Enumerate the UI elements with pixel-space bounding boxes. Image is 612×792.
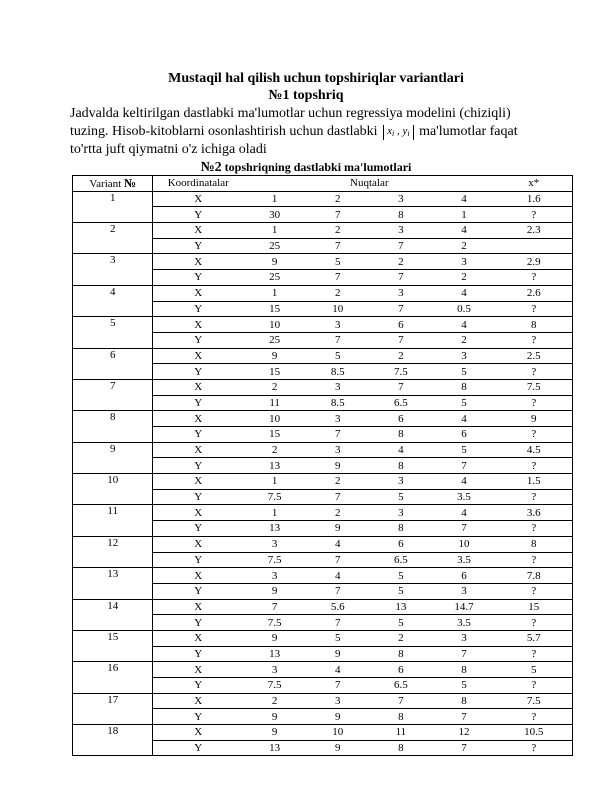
y-value-cell: 7 — [306, 207, 369, 223]
variant-number-cell: 18 — [73, 725, 153, 756]
x-value-cell: 14.7 — [432, 599, 495, 615]
x-value-cell: 4 — [306, 536, 369, 552]
y-value-cell: 7 — [306, 270, 369, 286]
x-value-cell: 5 — [306, 254, 369, 270]
y-value-cell: 13 — [243, 458, 306, 474]
coordinate-label-cell: X — [153, 191, 243, 207]
y-value-cell: 6 — [432, 427, 495, 443]
coordinate-label-cell: X — [153, 379, 243, 395]
x-star-cell: 8 — [496, 536, 573, 552]
x-value-cell: 3 — [306, 317, 369, 333]
y-value-cell: 7 — [432, 709, 495, 725]
y-value-cell: 10 — [306, 301, 369, 317]
x-value-cell: 9 — [243, 630, 306, 646]
coordinate-label-cell: X — [153, 442, 243, 458]
coordinate-label-cell: Y — [153, 489, 243, 505]
variant-number-cell: 6 — [73, 348, 153, 379]
y-value-cell: 0.5 — [432, 301, 495, 317]
x-star-cell: 7.8 — [496, 568, 573, 584]
variant-number-cell: 4 — [73, 285, 153, 316]
x-value-cell: 2 — [243, 442, 306, 458]
y-value-cell: 2 — [432, 332, 495, 348]
y-value-cell: 8.5 — [306, 364, 369, 380]
table-header-row — [73, 176, 573, 192]
header-variant-label: Variant — [89, 177, 122, 190]
y-value-cell: 5 — [432, 395, 495, 411]
y-value-cell: 6.5 — [369, 552, 432, 568]
coordinate-label-cell: X — [153, 285, 243, 301]
formula-separator: , — [394, 125, 403, 137]
y-star-cell: ? — [496, 270, 573, 286]
x-value-cell: 1 — [243, 474, 306, 490]
y-value-cell: 8 — [369, 740, 432, 756]
table-row — [73, 725, 573, 741]
y-value-cell: 9 — [306, 646, 369, 662]
y-value-cell: 3.5 — [432, 615, 495, 631]
header-coordinates: Koordinatalar — [153, 176, 243, 192]
y-value-cell: 8 — [369, 646, 432, 662]
x-value-cell: 3 — [243, 536, 306, 552]
x-value-cell: 2 — [243, 379, 306, 395]
y-value-cell: 9 — [306, 740, 369, 756]
y-value-cell: 15 — [243, 301, 306, 317]
y-value-cell: 9 — [306, 458, 369, 474]
variant-number-cell: 13 — [73, 568, 153, 599]
x-value-cell: 9 — [243, 254, 306, 270]
x-value-cell: 10 — [243, 411, 306, 427]
coordinate-label-cell: X — [153, 317, 243, 333]
x-value-cell: 8 — [432, 662, 495, 678]
x-star-cell: 8 — [496, 317, 573, 333]
y-value-cell: 7 — [306, 489, 369, 505]
x-star-cell: 2.9 — [496, 254, 573, 270]
table-row — [73, 568, 573, 584]
coordinate-label-cell: Y — [153, 458, 243, 474]
x-value-cell: 5.6 — [306, 599, 369, 615]
y-value-cell: 2 — [432, 270, 495, 286]
x-value-cell: 3 — [306, 411, 369, 427]
x-value-cell: 4 — [432, 474, 495, 490]
x-value-cell: 6 — [369, 411, 432, 427]
table-row — [73, 379, 573, 395]
x-value-cell: 9 — [243, 348, 306, 364]
coordinate-label-cell: Y — [153, 740, 243, 756]
table-row — [73, 474, 573, 490]
y-value-cell: 8 — [369, 427, 432, 443]
variants-table — [72, 175, 573, 756]
y-value-cell: 15 — [243, 427, 306, 443]
variant-number-cell: 17 — [73, 693, 153, 724]
y-value-cell: 7 — [432, 646, 495, 662]
y-value-cell: 7 — [369, 238, 432, 254]
coordinate-label-cell: X — [153, 505, 243, 521]
table-row — [73, 285, 573, 301]
x-value-cell: 6 — [369, 317, 432, 333]
coordinate-label-cell: Y — [153, 301, 243, 317]
coordinate-label-cell: Y — [153, 678, 243, 694]
x-value-cell: 3 — [369, 474, 432, 490]
coordinate-label-cell: X — [153, 693, 243, 709]
variant-number-cell: 3 — [73, 254, 153, 285]
y-value-cell: 8 — [369, 709, 432, 725]
y-star-cell: ? — [496, 427, 573, 443]
x-value-cell: 2 — [243, 693, 306, 709]
y-value-cell: 5 — [369, 489, 432, 505]
x-star-cell: 5 — [496, 662, 573, 678]
variant-number-cell: 9 — [73, 442, 153, 473]
x-value-cell: 4 — [432, 285, 495, 301]
y-value-cell: 7 — [306, 238, 369, 254]
y-value-cell: 13 — [243, 740, 306, 756]
coordinate-label-cell: X — [153, 348, 243, 364]
page-title: Mustaqil hal qilish uchun topshiriqlar variantlari — [168, 71, 464, 86]
x-value-cell: 1 — [243, 223, 306, 239]
x-value-cell: 3 — [243, 662, 306, 678]
y-value-cell: 7 — [432, 740, 495, 756]
coordinate-label-cell: X — [153, 254, 243, 270]
table-row — [73, 662, 573, 678]
y-value-cell: 7 — [306, 583, 369, 599]
x-star-cell: 3.6 — [496, 505, 573, 521]
y-star-cell: ? — [496, 364, 573, 380]
y-value-cell: 9 — [243, 583, 306, 599]
coordinate-label-cell: Y — [153, 270, 243, 286]
coordinate-label-cell: Y — [153, 238, 243, 254]
y-value-cell: 7 — [432, 521, 495, 537]
y-value-cell: 15 — [243, 364, 306, 380]
x-value-cell: 5 — [432, 442, 495, 458]
y-value-cell: 7 — [369, 332, 432, 348]
y-star-cell: ? — [496, 395, 573, 411]
y-star-cell: ? — [496, 207, 573, 223]
y-star-cell: ? — [496, 489, 573, 505]
x-value-cell: 1 — [243, 285, 306, 301]
variant-number-cell: 5 — [73, 317, 153, 348]
x-value-cell: 9 — [243, 725, 306, 741]
y-value-cell: 5 — [369, 615, 432, 631]
coordinate-label-cell: Y — [153, 332, 243, 348]
x-star-cell: 7.5 — [496, 379, 573, 395]
y-value-cell: 30 — [243, 207, 306, 223]
y-star-cell: ? — [496, 646, 573, 662]
x-value-cell: 2 — [306, 223, 369, 239]
y-star-cell — [496, 238, 573, 254]
table-row — [73, 505, 573, 521]
y-value-cell: 9 — [306, 709, 369, 725]
x-value-cell: 6 — [369, 536, 432, 552]
x-value-cell: 3 — [369, 505, 432, 521]
table-row — [73, 599, 573, 615]
x-star-cell: 1.5 — [496, 474, 573, 490]
x-value-cell: 12 — [432, 725, 495, 741]
x-value-cell: 4 — [369, 442, 432, 458]
x-value-cell: 8 — [432, 693, 495, 709]
x-star-cell: 4.5 — [496, 442, 573, 458]
y-value-cell: 11 — [243, 395, 306, 411]
y-value-cell: 6.5 — [369, 678, 432, 694]
task-number-heading: №1 topshriq — [268, 88, 344, 103]
coordinate-label-cell: Y — [153, 207, 243, 223]
x-value-cell: 3 — [243, 568, 306, 584]
x-value-cell: 1 — [243, 505, 306, 521]
coordinate-label-cell: Y — [153, 364, 243, 380]
x-value-cell: 6 — [432, 568, 495, 584]
x-value-cell: 10 — [432, 536, 495, 552]
x-value-cell: 5 — [369, 568, 432, 584]
coordinate-label-cell: X — [153, 662, 243, 678]
x-value-cell: 4 — [432, 505, 495, 521]
y-star-cell: ? — [496, 615, 573, 631]
coordinate-label-cell: X — [153, 599, 243, 615]
x-value-cell: 4 — [432, 223, 495, 239]
x-value-cell: 3 — [306, 442, 369, 458]
table-row — [73, 223, 573, 239]
x-value-cell: 8 — [432, 379, 495, 395]
y-value-cell: 7 — [306, 427, 369, 443]
y-value-cell: 7 — [306, 552, 369, 568]
x-value-cell: 7 — [243, 599, 306, 615]
y-star-cell: ? — [496, 458, 573, 474]
intro-line-3: to'rtta juft qiymatni o'z ichiga oladi — [70, 142, 267, 157]
y-star-cell: ? — [496, 678, 573, 694]
y-value-cell: 3.5 — [432, 489, 495, 505]
coordinate-label-cell: Y — [153, 395, 243, 411]
variant-number-cell: 15 — [73, 630, 153, 661]
variant-number-cell: 7 — [73, 379, 153, 410]
x-value-cell: 11 — [369, 725, 432, 741]
x-value-cell: 2 — [306, 191, 369, 207]
x-value-cell: 4 — [432, 411, 495, 427]
table-caption — [0, 160, 612, 176]
y-value-cell: 7 — [306, 332, 369, 348]
y-value-cell: 13 — [243, 521, 306, 537]
header-variant-number-sign: № — [123, 175, 136, 190]
y-value-cell: 7.5 — [243, 552, 306, 568]
formula-y: y — [402, 125, 408, 137]
x-star-cell: 2.3 — [496, 223, 573, 239]
formula-y-index: i — [407, 129, 410, 138]
x-value-cell: 4 — [432, 191, 495, 207]
table-row — [73, 411, 573, 427]
table-caption-number: №2 — [200, 160, 222, 175]
x-value-cell: 3 — [432, 348, 495, 364]
x-value-cell: 10 — [243, 317, 306, 333]
variant-number-cell: 12 — [73, 536, 153, 567]
y-value-cell: 3.5 — [432, 552, 495, 568]
x-value-cell: 5 — [306, 630, 369, 646]
coordinate-label-cell: X — [153, 725, 243, 741]
y-value-cell: 2 — [432, 238, 495, 254]
coordinate-label-cell: Y — [153, 646, 243, 662]
x-value-cell: 2 — [306, 474, 369, 490]
x-value-cell: 4 — [432, 317, 495, 333]
y-value-cell: 25 — [243, 270, 306, 286]
x-value-cell: 10 — [306, 725, 369, 741]
y-star-cell: ? — [496, 301, 573, 317]
x-value-cell: 2 — [369, 348, 432, 364]
y-value-cell: 7 — [369, 270, 432, 286]
x-star-cell: 15 — [496, 599, 573, 615]
coordinate-label-cell: X — [153, 223, 243, 239]
y-value-cell: 25 — [243, 238, 306, 254]
x-star-cell: 1.6 — [496, 191, 573, 207]
intro-line-2-end: ma'lumotlar faqat — [419, 124, 518, 139]
intro-line-1: Jadvalda keltirilgan dastlabki ma'lumotlar uchun regressiya modelini (chiziqli) — [70, 106, 511, 121]
y-star-cell: ? — [496, 521, 573, 537]
table-row — [73, 630, 573, 646]
x-star-cell: 5.7 — [496, 630, 573, 646]
variant-number-cell: 2 — [73, 223, 153, 254]
y-value-cell: 7 — [369, 301, 432, 317]
y-value-cell: 6.5 — [369, 395, 432, 411]
y-star-cell: ? — [496, 740, 573, 756]
table-row — [73, 536, 573, 552]
y-star-cell: ? — [496, 332, 573, 348]
coordinate-label-cell: Y — [153, 583, 243, 599]
x-value-cell: 7 — [369, 379, 432, 395]
coordinate-label-cell: X — [153, 536, 243, 552]
y-value-cell: 7.5 — [243, 489, 306, 505]
y-value-cell: 9 — [306, 521, 369, 537]
variant-number-cell: 10 — [73, 474, 153, 505]
header-variant — [73, 176, 153, 192]
y-value-cell: 13 — [243, 646, 306, 662]
x-value-cell: 2 — [369, 254, 432, 270]
header-points: Nuqtalar — [243, 176, 496, 192]
variant-number-cell: 1 — [73, 191, 153, 222]
y-value-cell: 5 — [432, 364, 495, 380]
coordinate-label-cell: X — [153, 630, 243, 646]
formula-x-index: i — [391, 129, 395, 138]
y-value-cell: 1 — [432, 207, 495, 223]
formula-x: x — [387, 125, 392, 137]
x-value-cell: 6 — [369, 662, 432, 678]
y-star-cell: ? — [496, 709, 573, 725]
coordinate-label-cell: Y — [153, 709, 243, 725]
x-value-cell: 7 — [369, 693, 432, 709]
variant-number-cell: 14 — [73, 599, 153, 630]
y-star-cell: ? — [496, 583, 573, 599]
x-value-cell: 5 — [306, 348, 369, 364]
y-value-cell: 8 — [369, 521, 432, 537]
x-star-cell: 2.5 — [496, 348, 573, 364]
x-value-cell: 2 — [306, 285, 369, 301]
y-value-cell: 7.5 — [369, 364, 432, 380]
table-row — [73, 317, 573, 333]
y-value-cell: 7.5 — [243, 615, 306, 631]
y-value-cell: 7 — [432, 458, 495, 474]
x-star-cell: 10.5 — [496, 725, 573, 741]
coordinate-label-cell: Y — [153, 521, 243, 537]
y-value-cell: 9 — [243, 709, 306, 725]
coordinate-label-cell: X — [153, 474, 243, 490]
x-value-cell: 4 — [306, 662, 369, 678]
coordinate-label-cell: Y — [153, 615, 243, 631]
x-value-cell: 3 — [369, 285, 432, 301]
variant-number-cell: 11 — [73, 505, 153, 536]
header-x-star: x* — [496, 176, 573, 192]
table-row — [73, 348, 573, 364]
coordinate-label-cell: Y — [153, 552, 243, 568]
table-row — [73, 442, 573, 458]
table-row — [73, 254, 573, 270]
coordinate-label-cell: Y — [153, 427, 243, 443]
x-value-cell: 3 — [306, 693, 369, 709]
y-value-cell: 25 — [243, 332, 306, 348]
variant-number-cell: 16 — [73, 662, 153, 693]
y-star-cell: ? — [496, 552, 573, 568]
coordinate-label-cell: X — [153, 568, 243, 584]
y-value-cell: 3 — [432, 583, 495, 599]
y-value-cell: 7 — [306, 678, 369, 694]
x-star-cell: 7.5 — [496, 693, 573, 709]
x-value-cell: 3 — [432, 254, 495, 270]
y-value-cell: 8 — [369, 458, 432, 474]
x-value-cell: 13 — [369, 599, 432, 615]
table-body — [73, 191, 573, 756]
y-value-cell: 5 — [369, 583, 432, 599]
x-value-cell: 3 — [369, 223, 432, 239]
y-value-cell: 5 — [432, 678, 495, 694]
coordinate-label-cell: X — [153, 411, 243, 427]
x-value-cell: 2 — [369, 630, 432, 646]
y-value-cell: 7.5 — [243, 678, 306, 694]
table-row — [73, 693, 573, 709]
table-row — [73, 191, 573, 207]
y-value-cell: 8.5 — [306, 395, 369, 411]
x-star-cell: 2.6 — [496, 285, 573, 301]
x-value-cell: 3 — [432, 630, 495, 646]
x-value-cell: 3 — [369, 191, 432, 207]
table-caption-text: topshriqning dastlabki ma'lumotlari — [221, 160, 412, 174]
x-value-cell: 2 — [306, 505, 369, 521]
x-value-cell: 4 — [306, 568, 369, 584]
intro-line-2 — [70, 124, 518, 140]
intro-line-2-start: tuzing. Hisob-kitoblarni osonlashtirish uchun dastlabki — [70, 124, 378, 139]
x-value-cell: 1 — [243, 191, 306, 207]
y-value-cell: 7 — [306, 615, 369, 631]
xi-yi-formula — [383, 125, 414, 140]
variant-number-cell: 8 — [73, 411, 153, 442]
x-star-cell: 9 — [496, 411, 573, 427]
x-value-cell: 3 — [306, 379, 369, 395]
y-value-cell: 8 — [369, 207, 432, 223]
